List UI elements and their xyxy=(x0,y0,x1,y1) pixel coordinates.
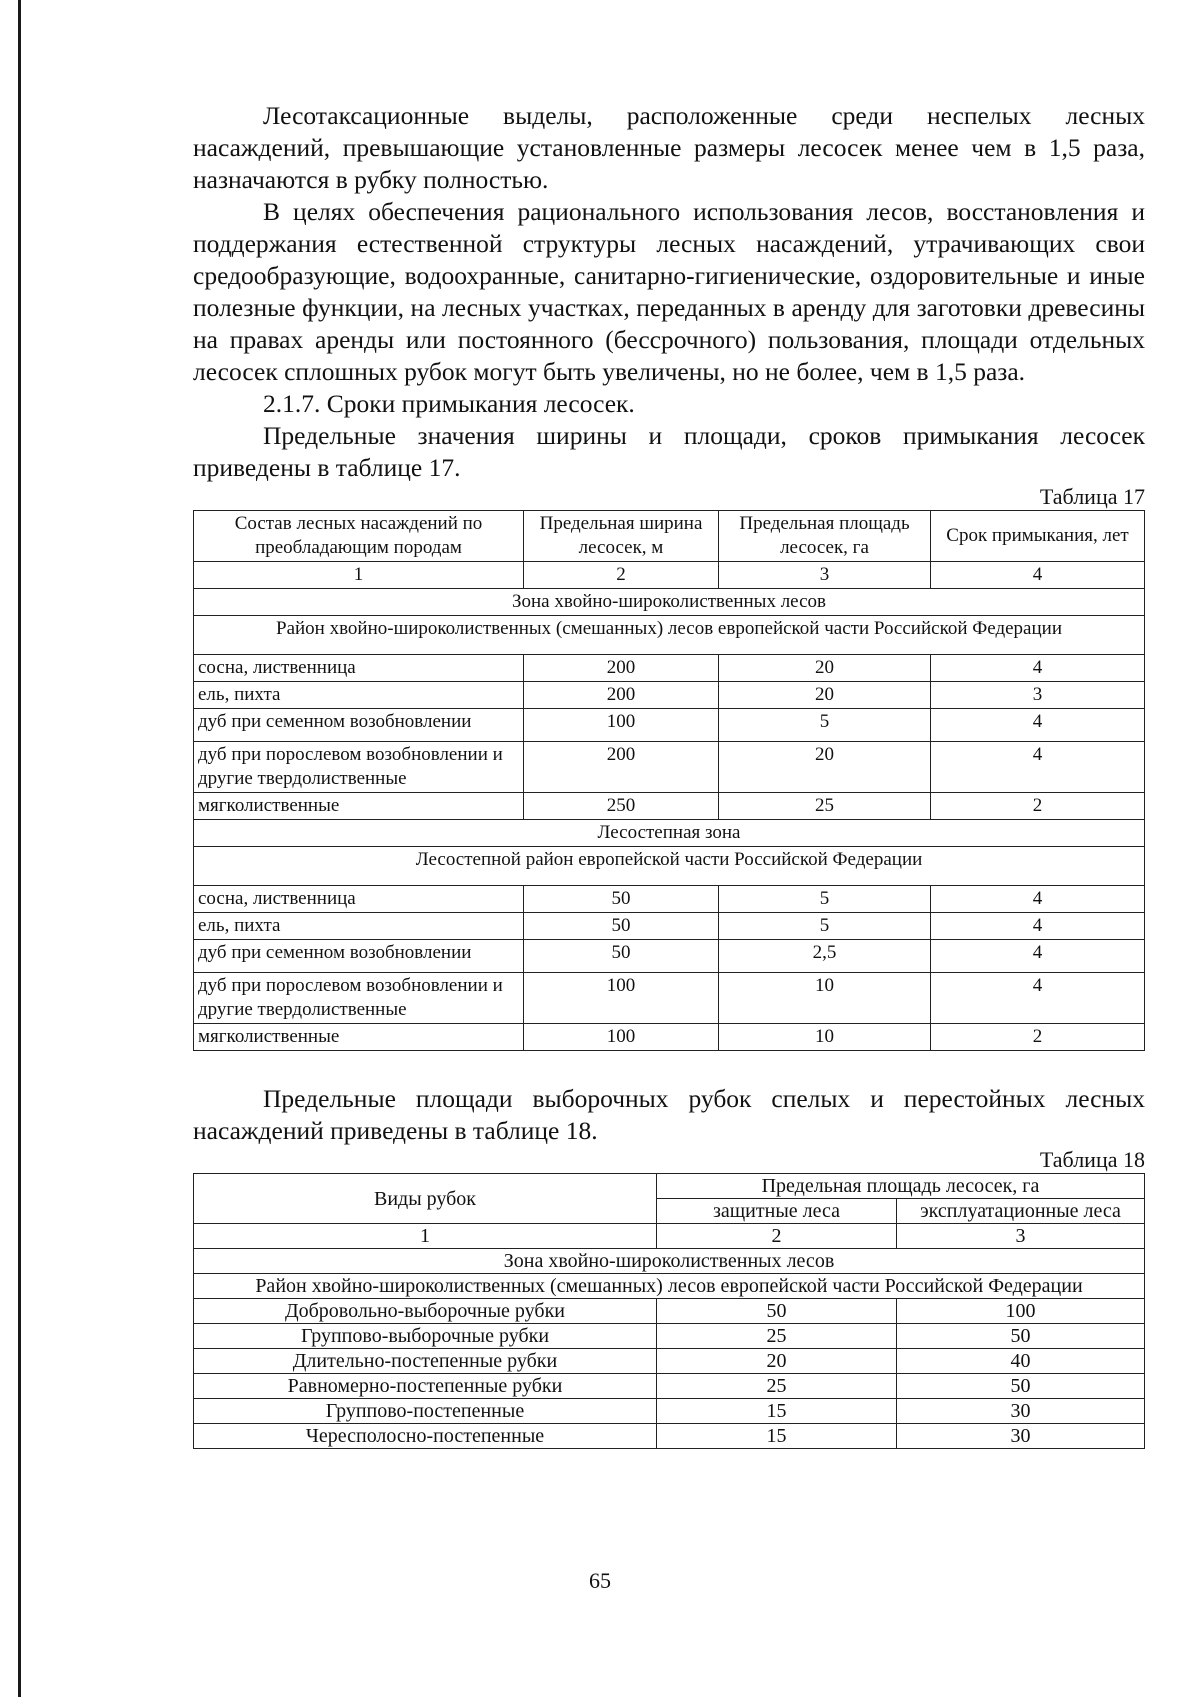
term-cell: 4 xyxy=(931,886,1145,913)
species-cell: мягколиственные xyxy=(194,793,524,820)
table-row xyxy=(194,1424,1145,1449)
area-cell: 10 xyxy=(719,973,931,1024)
table-row xyxy=(194,682,1145,709)
operational-cell: 40 xyxy=(897,1349,1145,1374)
width-cell: 200 xyxy=(524,655,719,682)
table18-caption: Таблица 18 xyxy=(1039,1147,1145,1172)
width-cell: 100 xyxy=(524,1024,719,1051)
table-row xyxy=(194,1299,1145,1324)
species-cell: дуб при семенном возобновлении xyxy=(194,940,524,973)
zone-heading: Лесостепная зона xyxy=(194,820,1145,847)
protective-cell: 50 xyxy=(657,1299,897,1324)
column-number: 1 xyxy=(194,562,524,589)
protective-cell: 25 xyxy=(657,1374,897,1399)
term-cell: 4 xyxy=(931,742,1145,793)
term-cell: 4 xyxy=(931,655,1145,682)
column-number-row xyxy=(194,1224,1145,1249)
table-17 xyxy=(193,510,1145,1051)
width-cell: 100 xyxy=(524,709,719,742)
area-cell: 5 xyxy=(719,886,931,913)
column-number: 1 xyxy=(194,1224,657,1249)
header-cell: эксплуатационные леса xyxy=(897,1199,1145,1224)
width-cell: 50 xyxy=(524,886,719,913)
cut-type-cell: Добровольно-выборочные рубки xyxy=(194,1299,657,1324)
operational-cell: 50 xyxy=(897,1374,1145,1399)
cut-type-cell: Группово-постепенные xyxy=(194,1399,657,1424)
table-header-row xyxy=(194,511,1145,562)
table-18 xyxy=(193,1173,1145,1449)
table-row xyxy=(194,709,1145,742)
species-cell: ель, пихта xyxy=(194,913,524,940)
column-number: 2 xyxy=(524,562,719,589)
area-cell: 2,5 xyxy=(719,940,931,973)
header-cell: Срок примыкания, лет xyxy=(931,511,1145,562)
zone-heading: Зона хвойно-широколиственных лесов xyxy=(194,589,1145,616)
operational-cell: 100 xyxy=(897,1299,1145,1324)
header-cell: защитные леса xyxy=(657,1199,897,1224)
cut-type-cell: Группово-выборочные рубки xyxy=(194,1324,657,1349)
table-row xyxy=(194,940,1145,973)
column-number: 3 xyxy=(719,562,931,589)
species-cell: дуб при порослевом возобновлении и другие твердолиственные xyxy=(194,973,524,1024)
term-cell: 4 xyxy=(931,913,1145,940)
paragraph-1: Лесотаксационные выделы, расположенные среди неспелых лесных насаждений, превышающие установленные размеры лесосек менее чем в 1,5 раза, назначаются в рубку полностью. xyxy=(193,101,1145,194)
width-cell: 50 xyxy=(524,940,719,973)
term-cell: 3 xyxy=(931,682,1145,709)
paragraph-2: В целях обеспечения рационального использования лесов, восстановления и поддержания естественной структуры лесных насаждений, утрачивающих свои средообразующие, водоохранные, санитарно-гигиенические, оздоровительные и иные полезные функции, на лесных участках, переданных в аренду для заготовки древесины на правах аренды или постоянного (бессрочного) пользования, площади отдельных лесосек сплошных рубок могут быть увеличены, но не более, чем в 1,5 раза. xyxy=(193,197,1145,386)
protective-cell: 20 xyxy=(657,1349,897,1374)
operational-cell: 30 xyxy=(897,1424,1145,1449)
section-heading: 2.1.7. Сроки примыкания лесосек. xyxy=(263,389,635,418)
species-cell: мягколиственные xyxy=(194,1024,524,1051)
width-cell: 250 xyxy=(524,793,719,820)
table-row xyxy=(194,1399,1145,1424)
area-cell: 5 xyxy=(719,709,931,742)
cut-type-cell: Длительно-постепенные рубки xyxy=(194,1349,657,1374)
table-row xyxy=(194,742,1145,793)
operational-cell: 50 xyxy=(897,1324,1145,1349)
area-cell: 20 xyxy=(719,655,931,682)
area-cell: 20 xyxy=(719,742,931,793)
column-number-row xyxy=(194,562,1145,589)
table-row xyxy=(194,1024,1145,1051)
table-row xyxy=(194,913,1145,940)
term-cell: 4 xyxy=(931,940,1145,973)
area-cell: 10 xyxy=(719,1024,931,1051)
header-cell: Виды рубок xyxy=(194,1174,657,1224)
binding-edge xyxy=(18,0,21,1697)
cut-type-cell: Равномерно-постепенные рубки xyxy=(194,1374,657,1399)
table-row xyxy=(194,886,1145,913)
species-cell: ель, пихта xyxy=(194,682,524,709)
paragraph-4: Предельные площади выборочных рубок спелых и перестойных лесных насаждений приведены в таблице 18. xyxy=(193,1084,1145,1145)
table-row xyxy=(194,1324,1145,1349)
zone-heading: Зона хвойно-широколиственных лесов xyxy=(194,1249,1145,1274)
region-heading: Лесостепной район европейской части Российской Федерации xyxy=(194,847,1145,886)
table17-caption: Таблица 17 xyxy=(1039,484,1145,509)
header-cell: Предельная площадь лесосек, га xyxy=(719,511,931,562)
cut-type-cell: Чересполосно-постепенные xyxy=(194,1424,657,1449)
operational-cell: 30 xyxy=(897,1399,1145,1424)
width-cell: 200 xyxy=(524,742,719,793)
area-cell: 5 xyxy=(719,913,931,940)
header-cell: Предельная ширина лесосек, м xyxy=(524,511,719,562)
table-row xyxy=(194,793,1145,820)
header-cell: Состав лесных насаждений по преобладающим породам xyxy=(194,511,524,562)
region-heading: Район хвойно-широколиственных (смешанных) лесов европейской части Российской Федерации xyxy=(194,616,1145,655)
term-cell: 2 xyxy=(931,793,1145,820)
protective-cell: 15 xyxy=(657,1399,897,1424)
species-cell: сосна, лиственница xyxy=(194,886,524,913)
term-cell: 2 xyxy=(931,1024,1145,1051)
protective-cell: 25 xyxy=(657,1324,897,1349)
protective-cell: 15 xyxy=(657,1424,897,1449)
species-cell: дуб при порослевом возобновлении и другие твердолиственные xyxy=(194,742,524,793)
area-cell: 25 xyxy=(719,793,931,820)
table-row xyxy=(194,655,1145,682)
column-number: 3 xyxy=(897,1224,1145,1249)
species-cell: сосна, лиственница xyxy=(194,655,524,682)
area-cell: 20 xyxy=(719,682,931,709)
document-page xyxy=(193,100,1145,1449)
column-number: 4 xyxy=(931,562,1145,589)
table-row xyxy=(194,1374,1145,1399)
width-cell: 50 xyxy=(524,913,719,940)
header-cell: Предельная площадь лесосек, га xyxy=(657,1174,1145,1199)
column-number: 2 xyxy=(657,1224,897,1249)
table-row xyxy=(194,1349,1145,1374)
width-cell: 100 xyxy=(524,973,719,1024)
term-cell: 4 xyxy=(931,973,1145,1024)
width-cell: 200 xyxy=(524,682,719,709)
species-cell: дуб при семенном возобновлении xyxy=(194,709,524,742)
table-row xyxy=(194,973,1145,1024)
paragraph-3: Предельные значения ширины и площади, сроков примыкания лесосек приведены в таблице 17. xyxy=(193,421,1145,482)
term-cell: 4 xyxy=(931,709,1145,742)
page-number: 65 xyxy=(589,1568,611,1593)
region-heading: Район хвойно-широколиственных (смешанных) лесов европейской части Российской Федерации xyxy=(194,1274,1145,1299)
